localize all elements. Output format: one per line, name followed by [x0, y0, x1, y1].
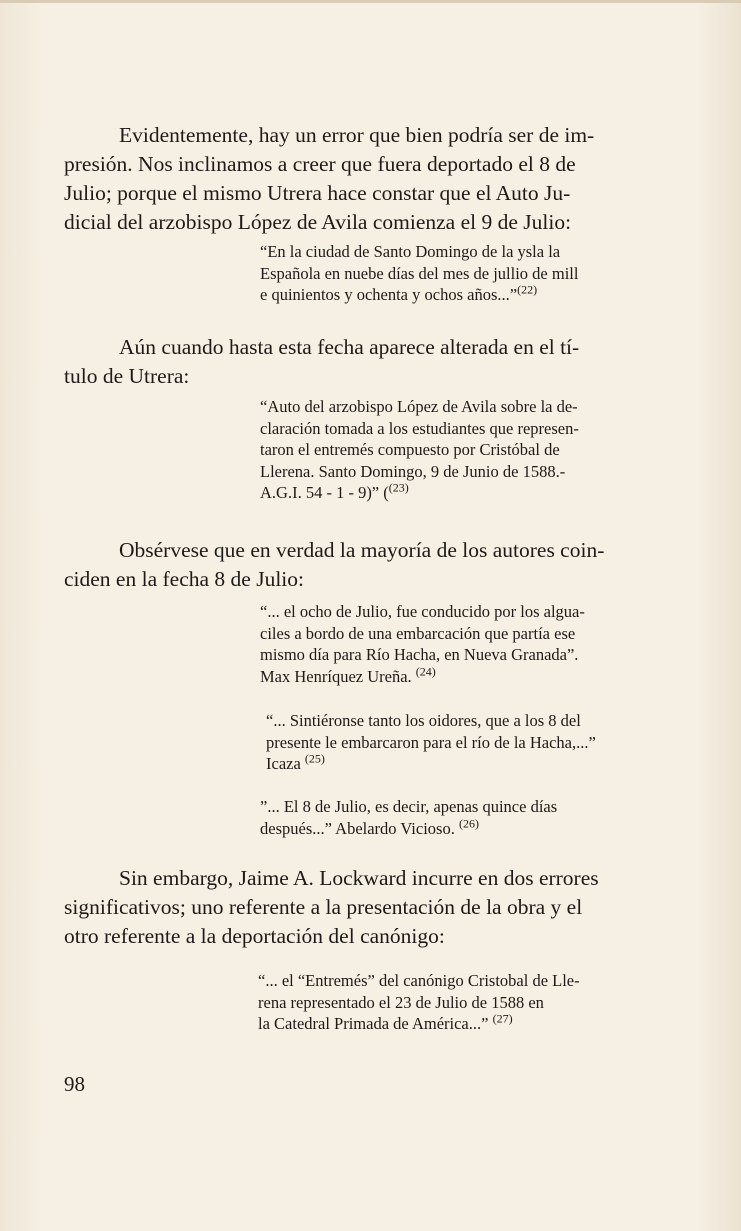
quote-2: [260, 396, 660, 504]
quote-line: ”... El 8 de Julio, es decir, apenas quince días: [260, 797, 558, 816]
quote-line: “Auto del arzobispo López de Avila sobre la de-: [260, 397, 578, 416]
paragraph-line: otro referente a la deportación del canónigo:: [64, 924, 445, 948]
page-top-edge: [0, 0, 741, 3]
paragraph-2: [64, 333, 676, 391]
quote-line: claración tomada a los estudiantes que represen-: [260, 418, 579, 438]
quote-line: Max Henríquez Ureña.: [260, 666, 412, 686]
footnote-ref: (26): [458, 816, 479, 830]
paragraph-line: Obsérvese que en verdad la mayoría de los autores coin-: [119, 538, 605, 562]
quote-line: taron el entremés compuesto por Cristóbal de: [260, 440, 560, 459]
quote-line: presente le embarcaron para el río de la Hacha,...”: [266, 732, 596, 752]
paragraph-line: significativos; uno referente a la presentación de la obra y el: [64, 895, 583, 919]
quote-line: ciles a bordo de una embarcación que partía ese: [260, 623, 576, 643]
quote-line: “... Sintiéronse tanto los oidores, que a los 8 del: [266, 711, 581, 730]
paragraph-line: Sin embargo, Jaime A. Lockward incurre en dos errores: [119, 866, 599, 890]
footnote-ref: (25): [304, 751, 325, 766]
paragraph-line: Julio; porque el mismo Utrera hace constar que el Auto Ju-: [64, 181, 571, 205]
paragraph-3: [64, 536, 676, 594]
quote-3: [260, 601, 660, 687]
quote-line: Española en nuebe días del mes de jullio de mill: [260, 263, 579, 283]
quote-line: “En la ciudad de Santo Domingo de la ysla la: [260, 242, 561, 261]
quote-6: [258, 970, 658, 1035]
paragraph-line: Evidentemente, hay un error que bien podría ser de im-: [119, 123, 595, 147]
quote-1: [260, 241, 660, 306]
quote-line: A.G.I. 54 - 1 - 9)” (: [260, 483, 389, 502]
paragraph-line: Aún cuando hasta esta fecha aparece alterada en el tí-: [119, 335, 580, 359]
page-number: 98: [64, 1072, 85, 1096]
quote-line: Icaza: [266, 754, 301, 773]
paragraph-1: [64, 121, 676, 237]
quote-line: “... el ocho de Julio, fue conducido por los algua-: [260, 602, 585, 621]
paragraph-line: presión. Nos inclinamos a creer que fuera deportado el 8 de: [64, 152, 576, 176]
paragraph-4: [64, 864, 676, 951]
quote-5: [260, 796, 660, 839]
paragraph-line: tulo de Utrera:: [64, 364, 190, 388]
paragraph-line: dicial del arzobispo López de Avila comienza el 9 de Julio:: [64, 210, 572, 234]
paragraph-line: ciden en la fecha 8 de Julio:: [64, 567, 304, 591]
quote-line: e quinientos y ochenta y ochos años...”: [260, 285, 518, 304]
quote-line: la Catedral Primada de América...”: [258, 1014, 489, 1033]
quote-line: Llerena. Santo Domingo, 9 de Junio de 1588.-: [260, 461, 566, 481]
footnote-ref: (24): [415, 664, 436, 678]
quote-line: después...” Abelardo Vicioso.: [260, 818, 455, 838]
footnote-ref: (27): [492, 1011, 513, 1026]
quote-line: mismo día para Río Hacha, en Nueva Granada”.: [260, 645, 579, 664]
footnote-ref: (22): [517, 282, 538, 297]
quote-line: “... el “Entremés” del canónigo Cristobal de Lle-: [258, 971, 580, 990]
footnote-ref: (23): [388, 480, 409, 495]
quote-4: [266, 710, 666, 775]
quote-line: rena representado el 23 de Julio de 1588 en: [258, 992, 544, 1012]
